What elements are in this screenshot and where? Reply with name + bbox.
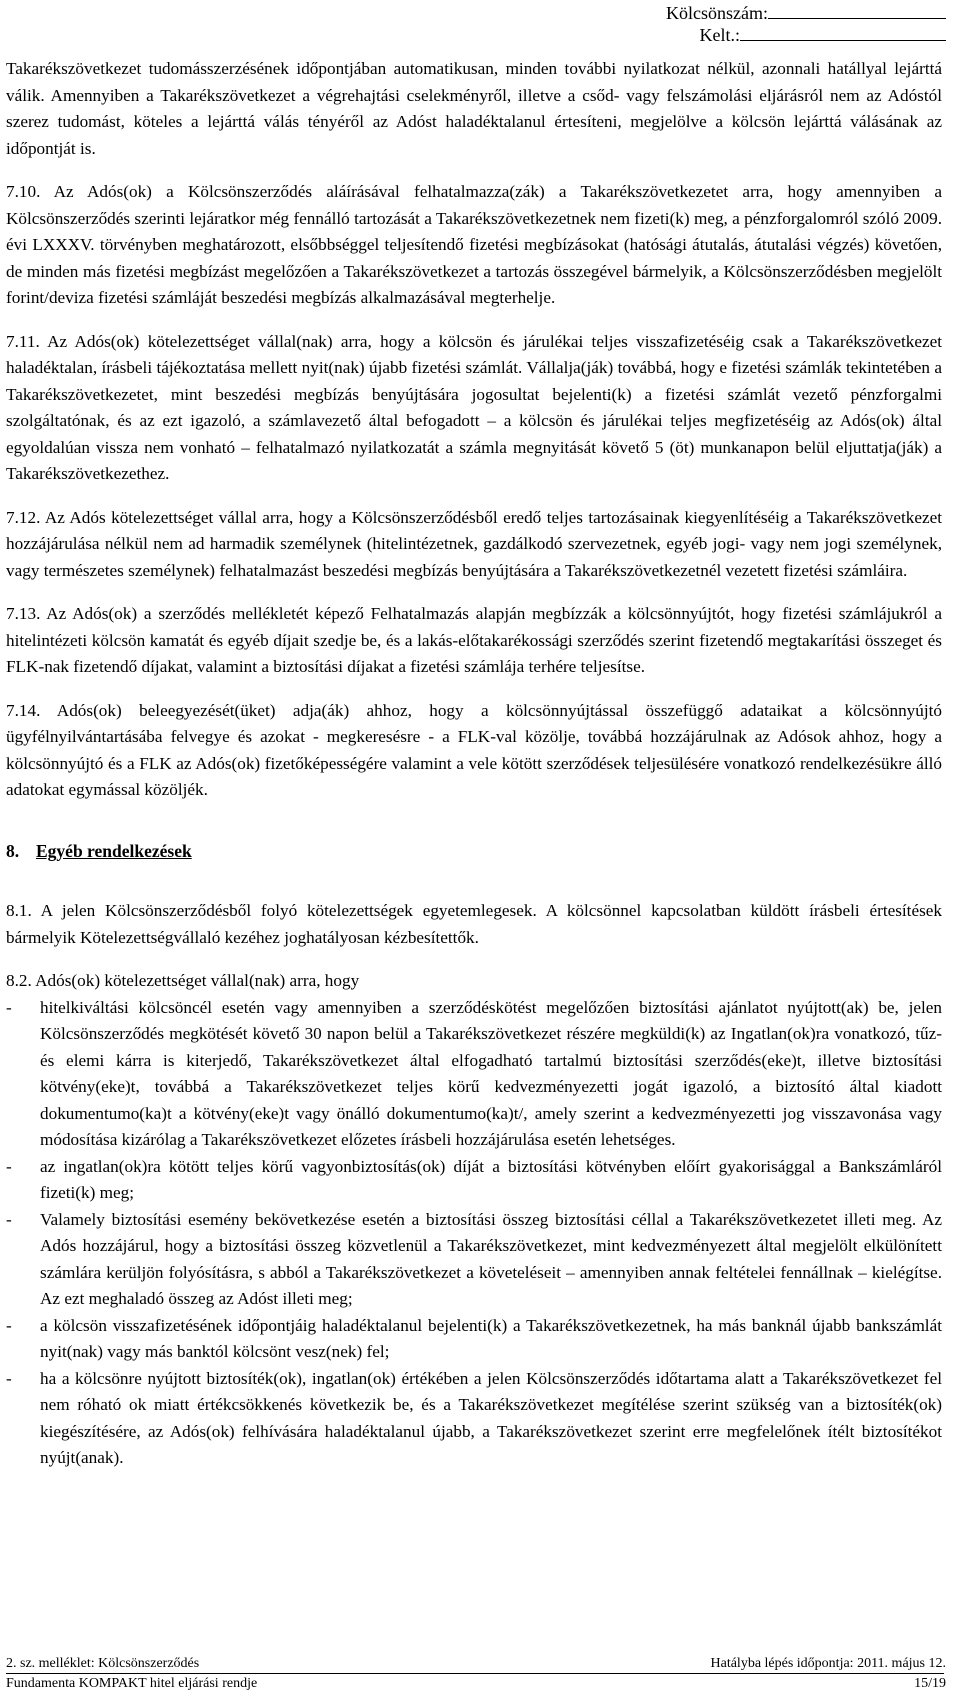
footer-page-number: 15/19 bbox=[914, 1676, 946, 1691]
footer-divider bbox=[6, 1673, 944, 1674]
list-item bbox=[6, 1366, 942, 1472]
section-8-number: 8. bbox=[6, 840, 20, 861]
loan-number-label: Kölcsönszám: bbox=[666, 3, 768, 23]
loan-number-field bbox=[666, 2, 946, 24]
list-item-text: Valamely biztosítási esemény bekövetkezése esetén a biztosítási összeg biztosítási céllal a Takarékszövetkezetet illeti meg. Az Adós hozzájárul, hogy a biztosítási összeg közvetlenül a Takarékszövetkezet, mint kedvezményezett által megjelölt elkülönített számlára kerüljön folyósításra, s abból a Takarékszövetkezet a követeléseit – amennyiben annak feltételei fennállnak – kielégítse. Az ezt meghaladó összeg az Adóst illeti meg; bbox=[40, 1209, 942, 1308]
list-item-text: az ingatlan(ok)ra kötött teljes körű vagyonbiztosítás(ok) díját a biztosítási kötvényben előírt gyakorisággal a Bankszámláról fizeti(k) meg; bbox=[40, 1156, 942, 1202]
loan-number-blank bbox=[768, 17, 946, 19]
list-item-text: hitelkiváltási kölcsöncél esetén vagy amennyiben a szerződéskötést megelőzően biztosítási ajánlatot nyújtott(ak) be, jelen Kölcsönszerződés megkötését követő 30 napon belül a Takarékszövetkezet részére megküldi(k) az Ingatlan(ok)ra vonatkozó, tűz- és elemi kárra is kiterjedő, Takarékszövetkezet által elfogadható tartalmú biztosítási szerződés(eke)t, illetve biztosítási kötvény(eke)t, továbbá a Takarékszövetkezet teljes körű kedvezményezetti jogát igazoló, a biztosító által kiadott dokumentumo(ka)t a kötvény(eke)t vagy önálló dokumentumo(ka)t/, amely szerint a kedvezményezetti jog visszavonása vagy módosítása kizárólag a Takarékszövetkezet előzetes írásbeli hozzájárulása esetén lehetséges. bbox=[40, 997, 942, 1149]
list-item bbox=[6, 1207, 942, 1313]
list-item bbox=[6, 1154, 942, 1207]
paragraph-7-9-continuation: Takarékszövetkezet tudomásszerzésének időpontjában automatikusan, minden további nyilatkozat nélkül, azonnali hatállyal lejárttá válik. Amennyiben a Takarékszövetkezet a végrehajtási cselekményről, illetve a csőd- vagy felszámolási eljárásról nem az Adóstól szerez tudomást, köteles a lejárttá válás tényéről az Adóst haladéktalanul értesíteni, megjelölve a kölcsön lejárttá válásának az időpontját is. bbox=[6, 59, 942, 158]
list-dash: - bbox=[6, 1156, 12, 1176]
list-item-text: ha a kölcsönre nyújtott biztosíték(ok), ingatlan(ok) értékében a jelen Kölcsönszerződés időtartama alatt a Takarékszövetkezet fel nem róható ok miatt értékcsökkenés következik be, és a Takarékszövetkezet megítélése szerint szükség van a biztosíték(ok) kiegészítésére, az Adós(ok) felhívására haladéktalanul újabb, a Takarékszövetkezet szerint erre megfelelőnek ítélt biztosítékot nyújt(anak). bbox=[40, 1368, 942, 1467]
document-body bbox=[6, 56, 942, 1472]
list-dash: - bbox=[6, 1315, 12, 1335]
paragraph-7-13: 7.13. Az Adós(ok) a szerződés mellékletét képező Felhatalmazás alapján megbízzák a kölcsönnyújtót, hogy fizetési számlájukról a hitelintézeti kölcsön kamatát és egyéb díjait szedje be, és a lakás-előtakarékossági szerződés szerint fizetendő megtakarítási összeget és FLK-nak fizetendő díjakat, valamint a biztosítási díjakat a fizetési számlája terhére teljesítse. bbox=[6, 604, 942, 676]
section-8-heading bbox=[6, 838, 942, 865]
list-dash: - bbox=[6, 1368, 12, 1388]
footer-effective-date: Hatályba lépés időpontja: 2011. május 12. bbox=[710, 1656, 946, 1671]
paragraph-8-1: 8.1. A jelen Kölcsönszerződésből folyó kötelezettségek egyetemlegesek. A kölcsönnel kapcsolatban küldött írásbeli értesítések bármelyik Kötelezettségvállaló kezéhez joghatályosan kézbesítettők. bbox=[6, 901, 942, 947]
footer-annex-label: 2. sz. melléklet: Kölcsönszerződés bbox=[6, 1656, 200, 1671]
list-dash: - bbox=[6, 1209, 12, 1229]
paragraph-7-11: 7.11. Az Adós(ok) kötelezettséget vállal(nak) arra, hogy a kölcsön és járulékai teljes visszafizetéséig csak a Takarékszövetkezet haladéktalan, írásbeli tájékoztatása mellett nyit(nak) újabb fizetési számlát. Vállalja(ják) továbbá, hogy e fizetési számlák tekintetében a Takarékszövetkezetet, mint beszedési megbízás benyújtására jogosultat bejelenti(k) a fizetési számlát vezető pénzforgalmi szolgáltatónak, és az ezt igazoló, a számlavezető által befogadott – a kölcsön és járulékai teljes megfizetéséig az Adós(ok) által egyoldalúan vissza nem vonható – felhatalmazó nyilatkozatát a számla megnyitását követő 5 (öt) munkanapon belül eljuttatja(ják) a Takarékszövetkezethez. bbox=[6, 331, 942, 483]
paragraph-7-14: 7.14. Adós(ok) beleegyezését(üket) adja(ák) ahhoz, hogy a kölcsönnyújtással összefüggő adataikat a kölcsönnyújtó ügyfélnyilvántartásába felvegye és azokat - megkeresésre - a FLK-val közölje, továbbá hozzájárulnak az Adósok ahhoz, hogy a kölcsönnyújtó és a FLK az Adós(ok) fizetőképességére valamint a vele kötött szerződések teljesülésére vonatkozó rendelkezésükre álló adatokat egymással közöljék. bbox=[6, 700, 942, 799]
list-item-text: a kölcsön visszafizetésének időpontjáig haladéktalanul bejelenti(k) a Takarékszövetkezetnek, ha más banknál újabb bankszámlát nyit(nak) vagy más banktól kölcsönt vesz(nek) fel; bbox=[40, 1315, 942, 1361]
date-label: Kelt.: bbox=[699, 25, 740, 45]
paragraph-7-12: 7.12. Az Adós kötelezettséget vállal arra, hogy a Kölcsönszerződésből eredő teljes tartozásainak kiegyenlítéséig a Takarékszövetkezet hozzájárulása nélkül nem ad harmadik személynek (hitelintézetnek, gazdálkodó szervezetnek, egyéb jogi- vagy nem jogi személynek, vagy természetes személynek) felhatalmazást beszedési megbízás benyújtására a Takarékszövetkezetnél vezetett fizetési számláira. bbox=[6, 507, 942, 580]
date-blank bbox=[740, 39, 946, 41]
list-dash: - bbox=[6, 997, 12, 1017]
list-item bbox=[6, 995, 942, 1154]
obligation-list bbox=[6, 995, 942, 1472]
date-field bbox=[700, 24, 947, 46]
footer-document-title: Fundamenta KOMPAKT hitel eljárási rendje bbox=[6, 1676, 258, 1691]
paragraph-8-2: 8.2. Adós(ok) kötelezettséget vállal(nak) arra, hogy bbox=[6, 971, 360, 990]
list-item bbox=[6, 1313, 942, 1366]
section-8-title: Egyéb rendelkezések bbox=[36, 840, 192, 861]
paragraph-7-10: 7.10. Az Adós(ok) a Kölcsönszerződés aláírásával felhatalmazza(zák) a Takarékszövetkezetet arra, hogy amennyiben a Kölcsönszerződés szerinti lejáratkor még fennálló tartozását a Takarékszövetkezetnek nem fizeti(k) meg, a pénzforgalomról szóló 2009. évi LXXXV. törvényben meghatározott, elsőbbséggel teljesítendő fizetési megbízásokat (hatósági átutalás, átutalási végzés) követően, de minden más fizetési megbízást megelőzően a Takarékszövetkezet a tartozás összegével bármelyik, a Kölcsönszerződésben megjelölt forint/deviza fizetési számláját beszedési megbízás alkalmazásával megterhelje. bbox=[6, 182, 942, 307]
